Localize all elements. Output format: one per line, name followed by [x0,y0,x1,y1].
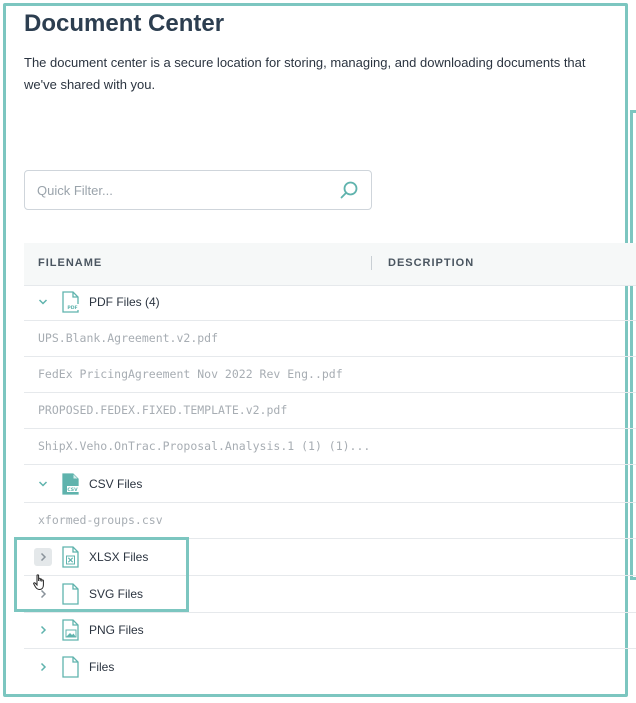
search-icon[interactable] [339,180,359,200]
quick-filter[interactable] [24,170,372,210]
column-header-filename[interactable]: FILENAME [38,257,103,269]
png-file-icon [62,619,80,641]
quick-filter-input[interactable] [25,171,349,209]
file-name[interactable]: xformed-groups.csv [38,513,163,527]
file-name[interactable]: UPS.Blank.Agreement.v2.pdf [38,331,219,345]
group-label-xlsx: XLSX Files [89,550,149,564]
group-label-pdf: PDF Files (4) [89,295,160,309]
column-resize-handle[interactable] [371,256,372,270]
file-icon [62,656,80,678]
chevron-right-icon[interactable] [34,621,52,639]
group-row-csv[interactable] [24,467,636,503]
group-label-png: PNG Files [89,623,144,637]
chevron-right-icon[interactable] [34,658,52,676]
hand-cursor-icon [33,574,47,591]
column-header-description[interactable]: DESCRIPTION [388,257,475,269]
group-label-csv: CSV Files [89,477,143,491]
file-row[interactable] [24,393,636,429]
svg-text:CSV: CSV [67,488,78,493]
file-row[interactable] [24,503,636,539]
file-row[interactable] [24,357,636,393]
page-intro: The document center is a secure location for storing, managing, and downloading documents that we've shared with you. [24,55,586,92]
group-label-svg: SVG Files [89,587,144,601]
group-label-files: Files [89,660,115,674]
chevron-down-icon[interactable] [34,475,52,493]
csv-file-icon [62,473,80,495]
page-title: Document Center [24,10,225,37]
chevron-down-icon[interactable] [34,293,52,311]
file-row[interactable] [24,429,636,465]
file-name[interactable]: FedEx PricingAgreement Nov 2022 Rev Eng..pdf [38,367,343,381]
group-row-png[interactable] [24,613,636,649]
file-row[interactable] [24,321,636,357]
group-row-files[interactable] [24,650,636,686]
svg-text:PDF: PDF [67,306,78,311]
group-row-pdf[interactable] [24,285,636,321]
file-name[interactable]: PROPOSED.FEDEX.FIXED.TEMPLATE.v2.pdf [38,403,288,417]
grid-header [24,243,636,286]
pdf-file-icon [62,291,80,313]
file-name[interactable]: ShipX.Veho.OnTrac.Proposal.Analysis.1 (1) (1)... [38,439,371,453]
